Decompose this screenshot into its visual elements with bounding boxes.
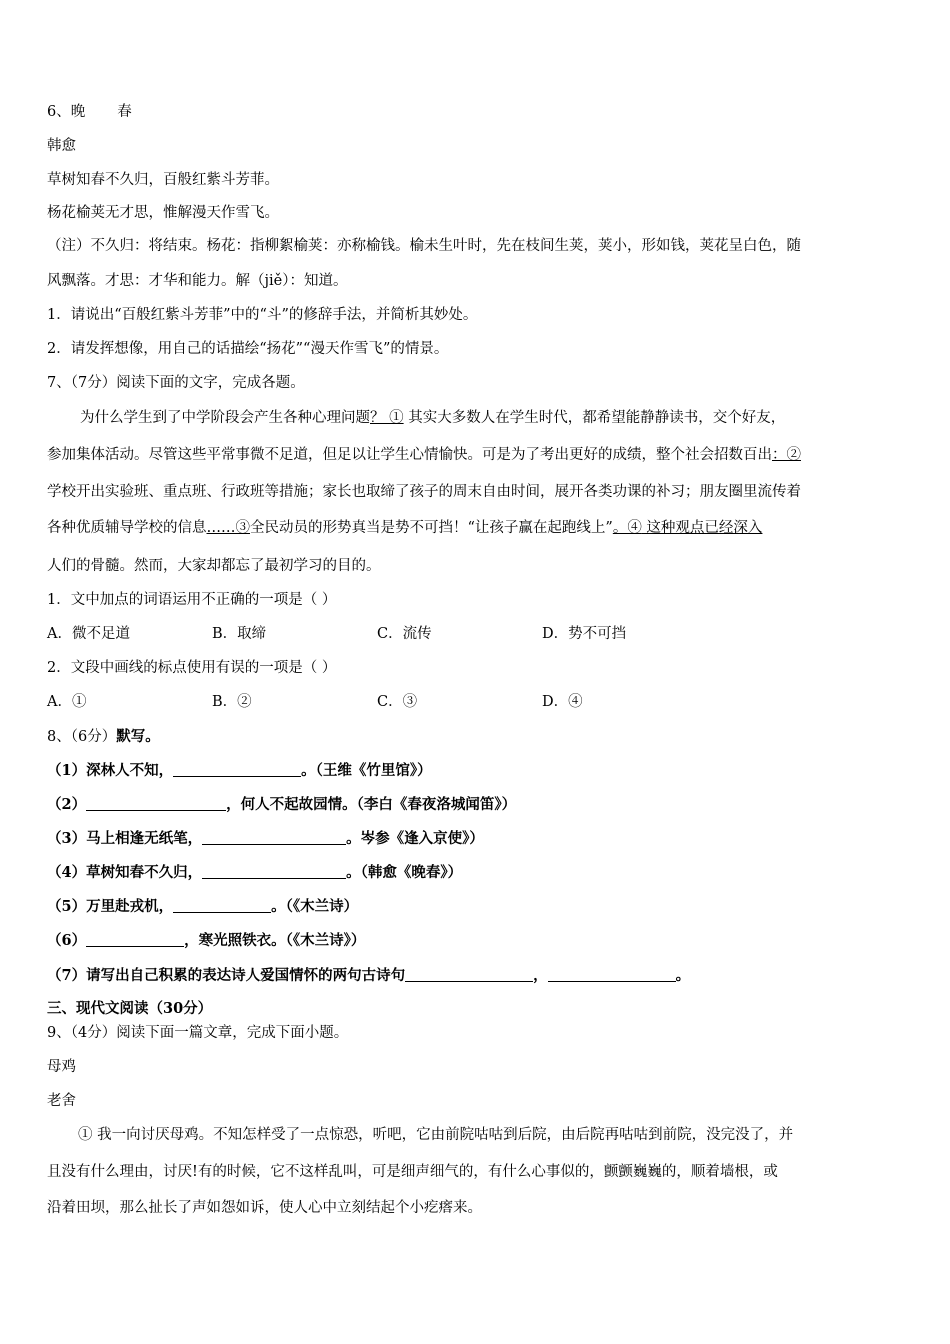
q8-header-score: 8、（6分）	[47, 729, 117, 745]
q7-text: 参加集体活动。尽管这些平常事微不足道，但足以让学生心情愉快。可是为了考出更好的成绩，整个社会招数百出	[47, 447, 772, 463]
q7-s1-option-c[interactable]: C．流传	[377, 626, 432, 642]
q6-sub-question-2: 2．请发挥想像，用自己的话描绘“扬花”“漫天作雪飞”的情景。	[47, 341, 449, 357]
q8-item-text: 。（王维《竹里馆》）	[301, 762, 432, 779]
q8-item-3	[47, 829, 484, 849]
q8-item-7	[47, 966, 690, 986]
q6-number: 6、	[47, 104, 71, 120]
q7-text: 各种优质辅导学校的信息	[47, 520, 207, 536]
answer-blank[interactable]	[405, 967, 533, 982]
q8-item-text: 。（韩愈《晚春》）	[346, 864, 463, 881]
q8-item-text: ，寒光照铁衣。（《木兰诗》）	[184, 932, 366, 949]
answer-blank[interactable]	[86, 932, 184, 947]
q8-item-4	[47, 863, 462, 883]
q6-sub-question-1: 1．请说出“百般红紫斗芳菲”中的“斗”的修辞手法，并简析其妙处。	[47, 307, 478, 323]
q8-item-text: （3）马上相逢无纸笔，	[47, 830, 203, 847]
q6-note-line-2: 风飘落。才思：才华和能力。解（jiě）：知道。	[47, 273, 348, 289]
answer-blank[interactable]	[173, 762, 301, 777]
q7-sub-question-1: 1．文中加点的词语运用不正确的一项是（ ）	[47, 592, 337, 608]
q9-paragraph-line-3: 沿着田坝，那么扯长了声如怨如诉，使人心中立刻结起个小疙瘩来。	[47, 1200, 482, 1216]
section-3-title: 三、现代文阅读（30分）	[47, 1000, 213, 1017]
q7-header: 7、（7分）阅读下面的文字，完成各题。	[47, 375, 305, 391]
answer-blank[interactable]	[548, 967, 676, 982]
q7-s2-option-d[interactable]: D．④	[542, 694, 583, 710]
q6-title-part-2: 春	[117, 104, 132, 120]
q7-s1-option-a[interactable]: A．微不足道	[47, 626, 130, 642]
q8-item-1	[47, 761, 432, 781]
q7-s2-option-c[interactable]: C．③	[377, 694, 418, 710]
q7-text: 这种观点已经深入	[641, 520, 763, 536]
q7-underlined-punct-2: ：②	[772, 447, 801, 463]
q7-underlined-punct-1: ？ ①	[370, 410, 404, 426]
q7-s1-option-d[interactable]: D．势不可挡	[542, 626, 627, 642]
q8-item-text: （4）草树知春不久归，	[47, 864, 203, 881]
q8-item-5	[47, 897, 358, 917]
q8-item-text: 。岑参《逢入京使》）	[346, 830, 484, 847]
q7-s2-option-a[interactable]: A．①	[47, 694, 87, 710]
q7-underlined-punct-4: 。④	[612, 520, 642, 536]
q7-passage-line-1	[80, 408, 785, 428]
q7-underlined-punct-3: ……③	[206, 520, 250, 536]
q6-title-line	[47, 102, 132, 122]
q8-item-text: （7）请写出自己积累的表达诗人爱国情怀的两句古诗句	[47, 967, 406, 984]
q6-note-line-1: （注）不久归：将结束。杨花：指柳絮榆荚：亦称榆钱。榆未生叶时，先在枝间生荚，荚小，形如钱，荚花呈白色，随	[47, 238, 801, 254]
q6-verse-2: 杨花榆荚无才思，惟解漫天作雪飞。	[47, 205, 279, 221]
q8-item-text: ，	[533, 967, 548, 984]
q9-paragraph-line-2: 且没有什么理由，讨厌!有的时候，它不这样乱叫，可是细声细气的，有什么心事似的，颤颤巍巍的，顺着墙根，或	[47, 1164, 778, 1180]
q8-item-text: ，何人不起故园情。（李白《春夜洛城闻笛》）	[226, 796, 517, 813]
q8-item-text: （1）深林人不知，	[47, 762, 174, 779]
q8-item-text: 。	[675, 967, 691, 984]
q7-s2-option-b[interactable]: B．②	[212, 694, 252, 710]
q7-passage-line-4	[47, 518, 762, 538]
answer-blank[interactable]	[202, 864, 346, 879]
q7-text: 为什么学生到了中学阶段会产生各种心理问题	[80, 410, 370, 426]
q7-s1-option-b[interactable]: B．取缔	[212, 626, 267, 642]
q8-item-text: （6）	[47, 932, 87, 949]
q7-passage-line-2	[47, 445, 801, 465]
q6-verse-1: 草树知春不久归，百般红紫斗芳菲。	[47, 172, 279, 188]
answer-blank[interactable]	[86, 796, 226, 811]
q7-sub-question-2: 2．文段中画线的标点使用有误的一项是（ ）	[47, 660, 337, 676]
q8-item-2	[47, 795, 516, 815]
q6-author: 韩愈	[47, 138, 76, 154]
q8-item-text: （2）	[47, 796, 87, 813]
q9-paragraph-line-1: ① 我一向讨厌母鸡。不知怎样受了一点惊恐，听吧，它由前院咕咕到后院，由后院再咕咕到前院，没完没了，并	[78, 1127, 794, 1143]
answer-blank[interactable]	[173, 898, 271, 913]
q8-header-task: 默写。	[116, 728, 160, 745]
q9-article-title: 母鸡	[47, 1059, 76, 1075]
q7-passage-line-5: 人们的骨髓。然而，大家却都忘了最初学习的目的。	[47, 558, 381, 574]
answer-blank[interactable]	[202, 830, 346, 845]
q8-header	[47, 727, 160, 747]
q7-text: 其实大多数人在学生时代，都希望能静静读书，交个好友，	[403, 410, 786, 426]
q8-item-6	[47, 931, 365, 951]
q8-item-text: （5）万里赴戎机，	[47, 898, 174, 915]
q7-text: 全民动员的形势真当是势不可挡！“让孩子赢在起跑线上”	[250, 520, 613, 536]
q9-article-author: 老舍	[47, 1093, 76, 1109]
q9-header: 9、（4分）阅读下面一篇文章，完成下面小题。	[47, 1025, 349, 1041]
q8-item-text: 。（《木兰诗）	[271, 898, 359, 915]
q6-title-part-1: 晚	[70, 104, 86, 120]
q7-passage-line-3: 学校开出实验班、重点班、行政班等措施；家长也取缔了孩子的周末自由时间，展开各类功课的补习；朋友圈里流传着	[47, 484, 801, 500]
